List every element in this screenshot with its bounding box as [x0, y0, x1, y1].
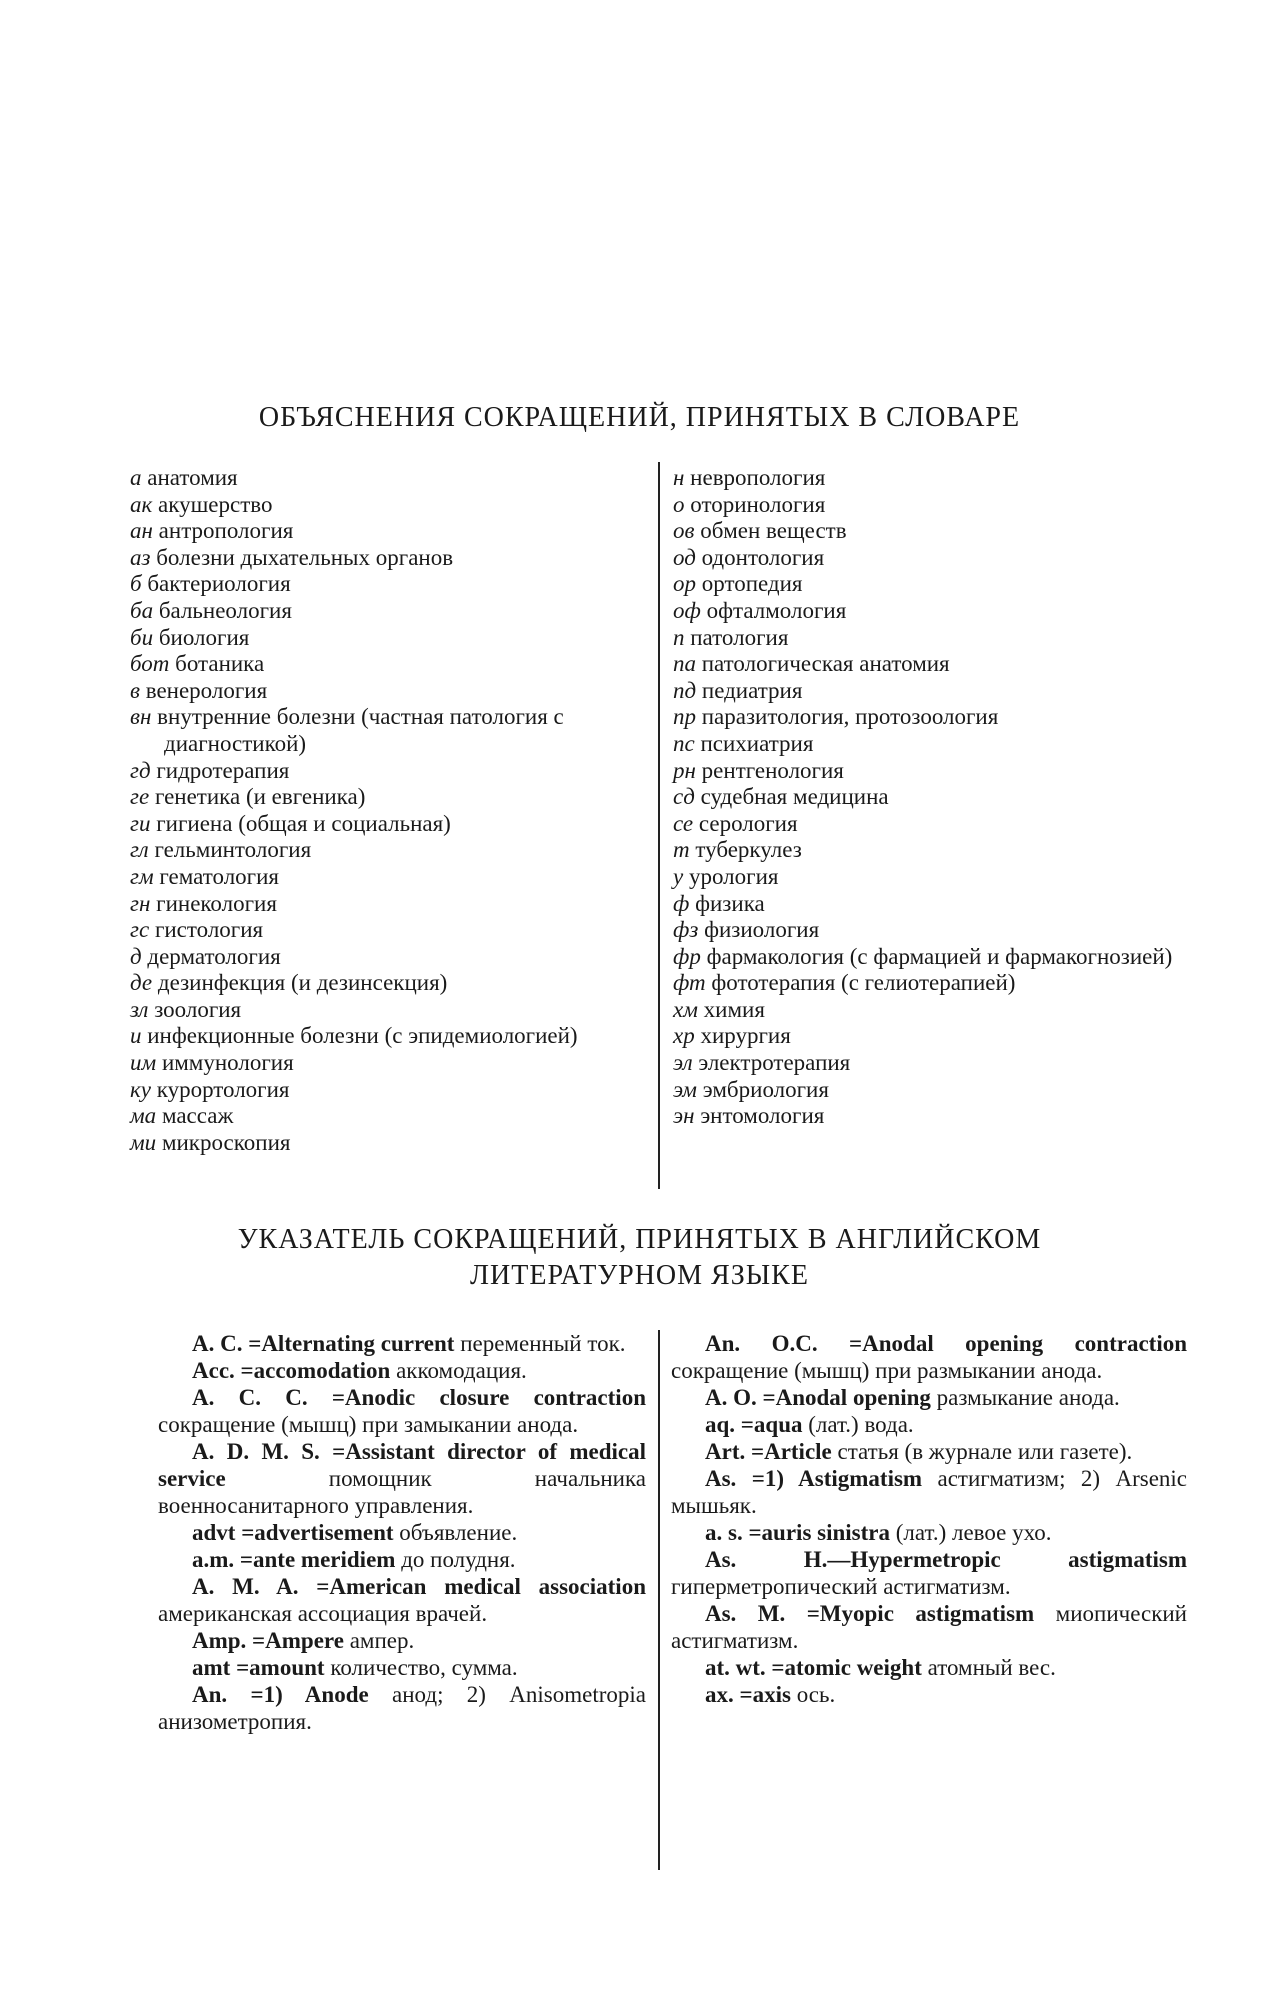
abbreviation-code: гл — [130, 837, 149, 863]
abbreviation-code: пс — [673, 730, 695, 756]
index-translation: гиперметропический астигматизм. — [671, 1574, 1011, 1599]
abbreviation-meaning: бальнеология — [158, 597, 292, 623]
abbreviation-code: пд — [673, 677, 697, 703]
abbreviation-code: а — [130, 465, 142, 490]
abbreviation-meaning: офталмология — [706, 597, 847, 623]
abbreviation-entry — [130, 465, 650, 492]
abbreviation-code: ми — [130, 1129, 157, 1155]
index-translation: до полудня. — [401, 1547, 516, 1572]
index-term: a. s. =auris sinistra — [705, 1520, 890, 1545]
abbreviation-meaning: дерматология — [147, 943, 281, 969]
abbreviation-code: б — [130, 571, 142, 597]
abbreviation-meaning: генетика (и евгеника) — [154, 784, 366, 810]
abbreviation-code: ф — [673, 890, 690, 916]
index-term: An. O.C. =Anodal opening contraction — [705, 1331, 1187, 1356]
abbreviation-meaning: акушерство — [158, 491, 273, 517]
index-translation: помощник начальника военносанитарного управления. — [158, 1466, 646, 1518]
index-entry — [671, 1438, 1187, 1465]
index-translation: ось. — [796, 1682, 836, 1707]
abbreviation-meaning: физиология — [704, 917, 820, 943]
abbreviation-code: де — [130, 970, 153, 996]
index-entry — [671, 1600, 1187, 1654]
index-translation: размыкание анода. — [936, 1385, 1120, 1410]
index-translation: анод; 2) Anisometropia анизометропия. — [158, 1682, 646, 1734]
abbreviation-code: аз — [130, 544, 151, 570]
abbreviation-code: эн — [673, 1103, 695, 1129]
section-title-abbreviations: ОБЪЯСНЕНИЯ СОКРАЩЕНИЙ, ПРИНЯТЫХ В СЛОВАРЕ — [258, 402, 1021, 433]
abbreviation-meaning: психиатрия — [700, 730, 814, 756]
abbreviation-code: фт — [673, 970, 706, 996]
abbreviation-entry — [673, 944, 1193, 971]
index-translation: астигматизм; 2) Arsenic мышьяк. — [671, 1466, 1187, 1518]
abbreviation-entry — [130, 758, 650, 785]
index-entry — [671, 1384, 1187, 1411]
index-entry — [671, 1330, 1187, 1384]
abbreviation-code: гд — [130, 757, 151, 783]
abbreviation-code: ан — [130, 518, 153, 544]
index-entry — [671, 1546, 1187, 1600]
abbreviation-entry — [130, 704, 650, 757]
abbreviation-code: эм — [673, 1076, 697, 1102]
abbreviation-code: ак — [130, 491, 153, 517]
abbreviation-entry — [130, 1050, 650, 1077]
index-entry — [158, 1330, 646, 1357]
index-translation: переменный ток. — [460, 1331, 626, 1356]
abbreviation-entry — [130, 571, 650, 598]
abbreviation-meaning: зоология — [154, 996, 242, 1022]
abbreviation-meaning: хирургия — [700, 1023, 791, 1049]
abbreviation-entry — [673, 731, 1193, 758]
abbreviation-code: д — [130, 943, 142, 969]
abbreviation-entry — [130, 864, 650, 891]
index-term: A. M. A. =American medical association — [192, 1574, 646, 1599]
index-entry — [158, 1546, 646, 1573]
abbreviation-code: од — [673, 544, 696, 570]
abbreviation-entry — [130, 518, 650, 545]
abbreviation-code: ор — [673, 571, 696, 597]
index-translation: американская ассоциация врачей. — [158, 1601, 488, 1626]
abbreviation-meaning: гематология — [159, 863, 279, 889]
abbreviation-entry — [673, 571, 1193, 598]
index-entry — [158, 1357, 646, 1384]
abbreviation-code: бот — [130, 651, 170, 677]
abbreviation-meaning: туберкулез — [695, 837, 802, 863]
index-entry — [158, 1438, 646, 1519]
abbreviation-meaning: ортопедия — [701, 571, 803, 597]
abbreviation-meaning: бактериология — [147, 571, 291, 597]
index-entry — [671, 1681, 1187, 1708]
abbreviation-meaning: патология — [690, 624, 789, 650]
abbreviation-meaning: антропология — [158, 518, 294, 544]
abbreviation-entry — [673, 891, 1193, 918]
index-translation: атомный вес. — [927, 1655, 1056, 1680]
abbreviation-code: се — [673, 810, 694, 836]
abbreviation-code: у — [673, 863, 684, 889]
abbreviation-entry — [673, 1103, 1193, 1130]
abbreviation-meaning: внутренние болезни (частная патология с диагностикой) — [157, 704, 564, 756]
abbreviation-meaning: биология — [158, 624, 250, 650]
index-term: Amp. =Ampere — [192, 1628, 344, 1653]
abbreviation-code: хр — [673, 1023, 695, 1049]
abbreviation-meaning: гигиена (общая и социальная) — [156, 810, 451, 836]
column-divider — [658, 462, 660, 1189]
abbreviation-code: п — [673, 624, 685, 650]
index-term: Art. =Article — [705, 1439, 832, 1464]
abbreviation-entry — [673, 758, 1193, 785]
abbreviation-entry — [130, 492, 650, 519]
index-entry — [671, 1654, 1187, 1681]
abbreviation-entry — [673, 518, 1193, 545]
abbreviation-code: па — [673, 651, 696, 677]
english-index-list-right — [671, 1330, 1187, 1708]
abbreviation-code: ку — [130, 1076, 151, 1102]
abbreviation-meaning: судебная медицина — [700, 784, 889, 810]
abbreviation-entry — [673, 1050, 1193, 1077]
index-term: A. D. M. S. =Assistant director of medical service — [158, 1439, 646, 1491]
index-term: A. C. C. =Anodic closure contraction — [192, 1385, 646, 1410]
abbreviation-entry — [130, 598, 650, 625]
abbreviation-entry — [130, 811, 650, 838]
abbreviation-code: ма — [130, 1103, 157, 1129]
index-term: ax. =axis — [705, 1682, 791, 1707]
abbreviation-meaning: фототерапия (с гелиотерапией) — [711, 970, 1016, 996]
abbreviation-code: рн — [673, 757, 696, 783]
abbreviation-meaning: рентгенология — [701, 757, 844, 783]
index-translation: ампер. — [349, 1628, 415, 1653]
abbreviation-entry — [673, 784, 1193, 811]
index-term: advt =advertisement — [192, 1520, 394, 1545]
index-term: amt =amount — [192, 1655, 325, 1680]
index-entry — [671, 1465, 1187, 1519]
abbreviation-meaning: невропология — [690, 465, 826, 490]
abbreviation-meaning: педиатрия — [701, 677, 803, 703]
abbreviation-meaning: паразитология, протозоология — [701, 704, 999, 730]
abbreviation-entry — [673, 625, 1193, 652]
abbreviation-meaning: фармакология (с фармацией и фармакогнозией) — [706, 943, 1173, 969]
abbreviation-code: гс — [130, 917, 150, 943]
abbreviation-code: т — [673, 837, 690, 863]
abbreviation-code: фз — [673, 917, 699, 943]
abbreviation-meaning: ботаника — [175, 651, 265, 677]
abbreviation-entry — [673, 1023, 1193, 1050]
index-entry — [671, 1411, 1187, 1438]
index-translation: статья (в журнале или газете). — [837, 1439, 1133, 1464]
index-translation: (лат.) левое ухо. — [895, 1520, 1052, 1545]
abbreviation-code: вн — [130, 704, 152, 730]
abbreviation-entry — [673, 970, 1193, 997]
index-translation: аккомодация. — [396, 1358, 527, 1383]
abbreviation-entry — [130, 1130, 650, 1157]
index-translation: миопический астигматизм. — [671, 1601, 1187, 1653]
abbreviation-meaning: урология — [688, 863, 779, 889]
abbreviation-meaning: гинекология — [156, 890, 277, 916]
abbreviation-entry — [673, 864, 1193, 891]
index-term: aq. =aqua — [705, 1412, 803, 1437]
abbreviation-list-right — [673, 465, 1193, 1130]
abbreviation-entry — [673, 917, 1193, 944]
index-translation: сокращение (мышц) при размыкании анода. — [671, 1358, 1103, 1383]
index-entry — [158, 1519, 646, 1546]
abbreviation-list-left — [130, 465, 650, 1156]
abbreviation-entry — [130, 944, 650, 971]
index-entry — [671, 1519, 1187, 1546]
abbreviation-entry — [130, 545, 650, 572]
abbreviation-entry — [673, 837, 1193, 864]
abbreviation-meaning: микроскопия — [161, 1129, 291, 1155]
abbreviation-code: ги — [130, 810, 151, 836]
abbreviation-code: пр — [673, 704, 696, 730]
abbreviation-meaning: дезинфекция (и дезинсекция) — [157, 970, 448, 996]
column-divider — [658, 1330, 660, 1870]
abbreviation-code: им — [130, 1050, 157, 1076]
abbreviation-entry — [673, 704, 1193, 731]
index-translation: сокращение (мышц) при замыкании анода. — [158, 1412, 579, 1437]
abbreviation-meaning: массаж — [161, 1103, 234, 1129]
abbreviation-meaning: гидротерапия — [156, 757, 290, 783]
abbreviation-entry — [130, 678, 650, 705]
abbreviation-meaning: гельминтология — [154, 837, 312, 863]
index-term: As. M. =Myopic astigmatism — [705, 1601, 1035, 1626]
index-entry — [158, 1654, 646, 1681]
english-index-list-left — [158, 1330, 646, 1735]
abbreviation-entry — [673, 465, 1193, 492]
index-term: A. C. =Alternating current — [192, 1331, 455, 1356]
abbreviation-entry — [130, 970, 650, 997]
index-term: at. wt. =atomic weight — [705, 1655, 922, 1680]
abbreviation-entry — [673, 598, 1193, 625]
abbreviation-meaning: физика — [695, 890, 765, 916]
abbreviation-meaning: электротерапия — [698, 1050, 851, 1076]
abbreviation-meaning: анатомия — [147, 465, 238, 490]
abbreviation-code: би — [130, 624, 154, 650]
abbreviation-meaning: эмбриология — [702, 1076, 829, 1102]
abbreviation-meaning: обмен веществ — [700, 518, 847, 544]
abbreviation-meaning: энтомология — [700, 1103, 825, 1129]
title-line-1: УКАЗАТЕЛЬ СОКРАЩЕНИЙ, ПРИНЯТЫХ В АНГЛИЙСКОМ — [237, 1224, 1042, 1255]
abbreviation-meaning: болезни дыхательных органов — [156, 544, 454, 570]
abbreviation-code: оф — [673, 597, 701, 623]
abbreviation-meaning: венерология — [145, 677, 268, 703]
abbreviation-entry — [673, 997, 1193, 1024]
abbreviation-entry — [673, 678, 1193, 705]
abbreviation-entry — [130, 784, 650, 811]
abbreviation-code: и — [130, 1023, 142, 1049]
index-entry — [158, 1627, 646, 1654]
index-term: a.m. =ante meridiem — [192, 1547, 396, 1572]
abbreviation-entry — [130, 997, 650, 1024]
abbreviation-entry — [130, 917, 650, 944]
abbreviation-entry — [130, 651, 650, 678]
index-entry — [158, 1384, 646, 1438]
abbreviation-code: эл — [673, 1050, 693, 1076]
index-term: A. O. =Anodal opening — [705, 1385, 931, 1410]
index-term: As. H.—Hypermetropic astigmatism — [705, 1547, 1187, 1572]
section-title-english-index — [0, 1222, 1279, 1294]
abbreviation-entry — [130, 625, 650, 652]
abbreviation-code: ба — [130, 597, 154, 623]
abbreviation-meaning: гистология — [154, 917, 264, 943]
abbreviation-meaning: одонтология — [701, 544, 825, 570]
abbreviation-code: в — [130, 677, 140, 703]
abbreviation-entry — [673, 1077, 1193, 1104]
index-entry — [158, 1681, 646, 1735]
abbreviation-meaning: серология — [698, 810, 798, 836]
abbreviation-entry — [673, 545, 1193, 572]
abbreviation-entry — [130, 837, 650, 864]
index-term: As. =1) Astigmatism — [705, 1466, 923, 1491]
abbreviation-code: гм — [130, 863, 154, 889]
index-translation: (лат.) вода. — [808, 1412, 914, 1437]
abbreviation-meaning: оторинология — [690, 491, 826, 517]
abbreviation-entry — [130, 1077, 650, 1104]
abbreviation-code: о — [673, 491, 685, 517]
abbreviation-meaning: патологическая анатомия — [701, 651, 950, 677]
abbreviation-meaning: химия — [703, 996, 765, 1022]
index-term: Acc. =accomodation — [192, 1358, 391, 1383]
index-term: An. =1) Anode — [192, 1682, 369, 1707]
abbreviation-meaning: иммунология — [161, 1050, 294, 1076]
abbreviation-code: фр — [673, 943, 701, 969]
abbreviation-entry — [673, 492, 1193, 519]
title-line-2: ЛИТЕРАТУРНОМ ЯЗЫКЕ — [470, 1260, 809, 1291]
abbreviation-entry — [673, 811, 1193, 838]
abbreviation-entry — [130, 1103, 650, 1130]
abbreviation-code: зл — [130, 996, 149, 1022]
abbreviation-code: ге — [130, 784, 150, 810]
abbreviation-code: н — [673, 465, 685, 490]
abbreviation-entry — [130, 1023, 650, 1050]
abbreviation-entry — [673, 651, 1193, 678]
abbreviation-code: сд — [673, 784, 695, 810]
abbreviation-meaning: инфекционные болезни (с эпидемиологией) — [147, 1023, 578, 1049]
index-entry — [158, 1573, 646, 1627]
abbreviation-entry — [130, 891, 650, 918]
index-translation: количество, сумма. — [330, 1655, 518, 1680]
abbreviation-meaning: курортология — [156, 1076, 290, 1102]
abbreviation-code: хм — [673, 996, 698, 1022]
abbreviation-code: ов — [673, 518, 695, 544]
index-translation: объявление. — [399, 1520, 518, 1545]
abbreviation-code: гн — [130, 890, 151, 916]
